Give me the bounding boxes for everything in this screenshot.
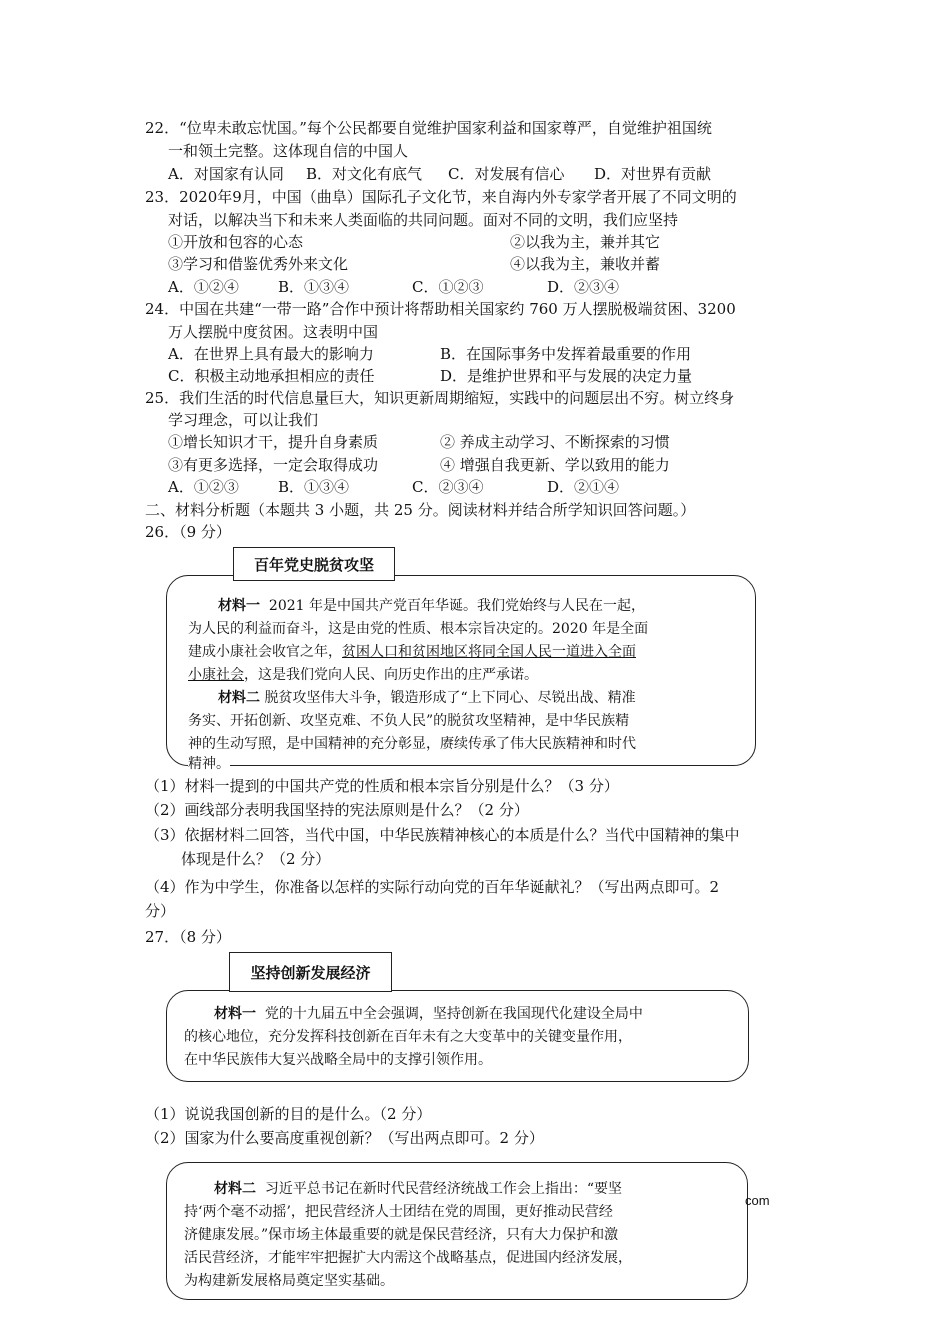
q25-item-1: ①增长知识才干，提升自身素质: [168, 433, 379, 451]
q23-stem-line2: 对话，以解决当下和未来人类面临的共同问题。面对不同的文明，我们应坚持: [168, 211, 679, 229]
q24-option-a: A．在世界上具有最大的影响力: [168, 345, 374, 363]
q25-options: [168, 477, 619, 497]
option-a: A．①②④: [168, 278, 239, 296]
q25-item-3: ③有更多选择，一定会取得成功: [168, 456, 379, 474]
q26-m2-label: 材料二: [218, 690, 260, 706]
q24-stem-line1: 24．中国在共建“一带一路”合作中预计将帮助相关国家约 760 万人摆脱极端贫困、3200: [145, 300, 736, 318]
q26-m2-line4: 精神。: [188, 753, 230, 776]
q26-m1-line1: 2021 年是中国共产党百年华诞。我们党始终与人民在一起，: [268, 598, 645, 614]
q25-item-4: ④ 增强自我更新、学以致用的能力: [440, 456, 670, 474]
q27-m2-label: 材料二: [214, 1181, 256, 1197]
q26-number: 26．（9 分）: [145, 523, 231, 541]
q26-underlined-text-1: 贫困人口和贫困地区将同全国人民一道进入全面: [342, 644, 636, 660]
q27-m1-line2: 的核心地位，充分发挥科技创新在百年未有之大变革中的关键变量作用，: [184, 1029, 632, 1045]
q24-option-c: C．积极主动地承担相应的责任: [168, 367, 375, 385]
q24-stem-line2: 万人摆脱中度贫困。这表明中国: [168, 323, 379, 341]
q26-m2-line3: 神的生动写照，是中国精神的充分彰显，赓续传承了伟大民族精神和时代: [188, 736, 636, 752]
q24-option-d: D．是维护世界和平与发展的决定力量: [440, 367, 693, 385]
q25-stem-line2: 学习理念，可以让我们: [168, 411, 319, 429]
option-c: C．②③④: [412, 478, 484, 496]
option-a: A．对国家有认同: [168, 165, 284, 183]
q26-sub4-line1: （4）作为中学生，你准备以怎样的实际行动向党的百年华诞献礼？（写出两点即可。2: [145, 878, 720, 896]
option-d: D．②①④: [547, 478, 620, 496]
q27-m2-line4: 活民营经济，才能牢牢把握扩大内需这个战略基点，促进国内经济发展，: [184, 1250, 632, 1266]
option-b: B．①③④: [278, 278, 350, 296]
q26-m1-line4b: ，这是我们党向人民、向历史作出的庄严承诺。: [244, 667, 538, 683]
q22-stem-line1: 22．“位卑未敢忘忧国。”每个公民都要自觉维护国家利益和国家尊严，自觉维护祖国统: [145, 119, 712, 137]
q27-sub2: （2）国家为什么要高度重视创新？（写出两点即可。2 分）: [145, 1129, 544, 1147]
q27-m1-label: 材料一: [214, 1006, 256, 1022]
q25-stem-line1: 25．我们生活的时代信息量巨大，知识更新周期缩短，实践中的问题层出不穷。树立终身: [145, 389, 735, 407]
q26-title: 百年党史脱贫攻坚: [253, 555, 374, 574]
option-d: D．对世界有贡献: [594, 165, 712, 183]
option-c: C．①②③: [412, 278, 484, 296]
q26-m1-line2: 为人民的利益而奋斗，这是由党的性质、根本宗旨决定的。2020 年是全面: [188, 621, 649, 637]
option-b: B．①③④: [278, 478, 350, 496]
q27-sub1: （1）说说我国创新的目的是什么。（2 分）: [145, 1105, 432, 1123]
stray-text: com: [745, 1193, 770, 1208]
section-heading: 二、材料分析题（本题共 3 小题，共 25 分。阅读材料并结合所学知识回答问题。）: [145, 501, 696, 519]
q22-stem-line2: 一和领土完整。这体现自信的中国人: [168, 142, 409, 160]
q26-m1-line3a: 建成小康社会收官之年，: [188, 644, 342, 660]
q26-underlined-text-2: 小康社会: [188, 667, 244, 683]
q27-title-box: [229, 952, 392, 992]
q27-m2-line2: 持‘两个毫不动摇’，把民营经济人士团结在党的周围，更好推动民营经: [184, 1204, 613, 1220]
q26-m1-label: 材料一: [218, 598, 260, 614]
q23-item-4: ④以我为主，兼收并蓄: [510, 255, 661, 273]
q23-item-3: ③学习和借鉴优秀外来文化: [168, 255, 349, 273]
q27-number: 27．（8 分）: [145, 928, 231, 946]
q26-m2-line1: 脱贫攻坚伟大斗争，锻造形成了“上下同心、尽锐出战、精准: [264, 690, 636, 706]
q23-stem-line1: 23．2020年9月，中国（曲阜）国际孔子文化节，来自海内外专家学者开展了不同文明的: [145, 188, 737, 206]
q27-m1-line1: 党的十九届五中全会强调，坚持创新在我国现代化建设全局中: [264, 1006, 643, 1022]
q26-sub3-line2: 体现是什么？（2 分）: [181, 850, 331, 868]
q27-m2-line5: 为构建新发展格局奠定坚实基础。: [184, 1273, 394, 1289]
q27-m2-line3: 济健康发展。”保市场主体最重要的就是保民营经济，只有大力保护和激: [184, 1227, 619, 1243]
q27-title: 坚持创新发展经济: [250, 963, 371, 982]
q26-title-box: [233, 547, 395, 581]
q23-item-1: ①开放和包容的心态: [168, 233, 304, 251]
q22-options: [168, 164, 711, 184]
q27-m1-line3: 在中华民族伟大复兴战略全局中的支撑引领作用。: [184, 1052, 492, 1068]
q26-sub4-line2: 分）: [145, 902, 176, 920]
q23-item-2: ②以我为主，兼并其它: [510, 233, 661, 251]
q26-m2-line2: 务实、开拓创新、攻坚克难、不负人民”的脱贫攻坚精神，是中华民族精: [188, 713, 630, 729]
option-a: A．①②③: [168, 478, 239, 496]
q26-sub3-line1: （3）依据材料二回答，当代中国，中华民族精神核心的本质是什么？当代中国精神的集中: [145, 826, 740, 844]
option-c: C．对发展有信心: [448, 165, 565, 183]
option-d: D．②③④: [547, 278, 620, 296]
option-b: B．对文化有底气: [306, 165, 423, 183]
q23-options: [168, 277, 619, 297]
q26-sub2: （2）画线部分表明我国坚持的宪法原则是什么？（2 分）: [145, 801, 529, 819]
q25-item-2: ② 养成主动学习、不断探索的习惯: [440, 433, 670, 451]
q24-option-b: B．在国际事务中发挥着最重要的作用: [440, 345, 692, 363]
q26-sub1: （1）材料一提到的中国共产党的性质和根本宗旨分别是什么？（3 分）: [145, 777, 619, 795]
q27-m2-line1: 习近平总书记在新时代民营经济统战工作会上指出：“要坚: [264, 1181, 623, 1197]
